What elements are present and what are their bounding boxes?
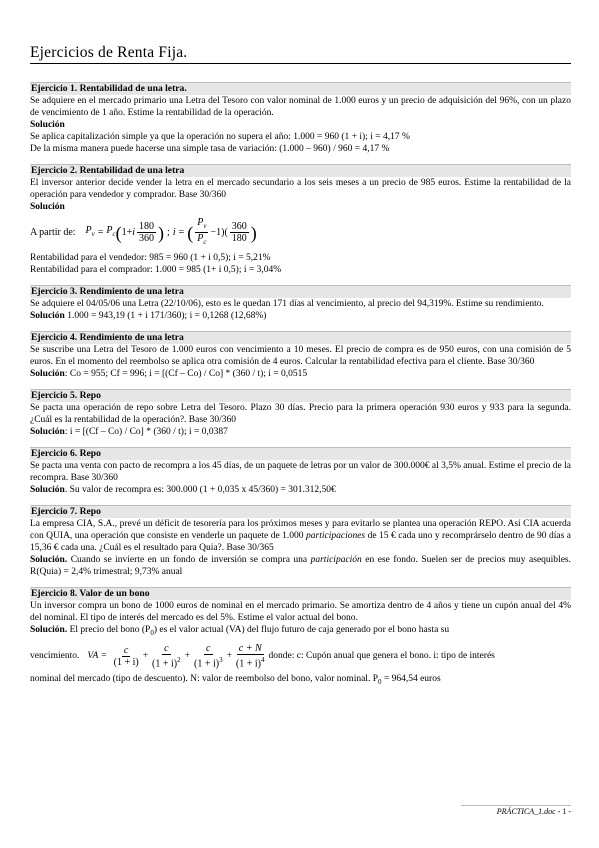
fraction: $\frac{c}{(1 + i)^2}$ xyxy=(152,642,181,670)
solution-label: Solución xyxy=(30,202,65,212)
fraction: $\frac{P_v}{P_c}$ xyxy=(197,217,207,246)
fraction: $\frac{360}{180}$ xyxy=(231,221,247,244)
exercise-8 xyxy=(30,587,571,688)
exercise-6 xyxy=(30,447,571,496)
exercise-2 xyxy=(30,164,571,276)
fraction: $\frac{c + N}{(1 + i)^4}$ xyxy=(235,642,265,670)
exercise-3 xyxy=(30,285,571,322)
bond-value-formula: vencimiento. VA = $\frac{c}{(1 + i)}$ + $\frac{c}{(1 + i)^2}$ + $\frac{c}{(1 + i)^3}$ + $\frac{c + N}{(1 + i)^4}$ donde: c: Cupón anual que genera el bono. i: tipo de interés xyxy=(30,642,495,670)
exercise-statement: El inversor anterior decide vender la letra en el mercado secundario a los seis meses a un precio de 985 euros. Estime la rentabilidad de la operación para vendedor y comprador. Base 30/360 xyxy=(30,178,571,200)
solution-line: nominal del mercado (tipo de descuento). N: valor de reembolso del bono, valor nominal. $P_0 = 964,54$ euros xyxy=(30,674,441,687)
fraction: $\frac{180}{360}$ xyxy=(139,221,155,244)
exercise-heading: Ejercicio 7. Repo xyxy=(30,505,571,518)
exercise-heading: Ejercicio 1. Rentabilidad de una letra. xyxy=(30,82,571,95)
exercise-heading: Ejercicio 6. Repo xyxy=(30,447,571,460)
exercise-5 xyxy=(30,389,571,438)
fraction: $\frac{c}{(1 + i)^3}$ xyxy=(193,642,223,670)
solution-line: Solución: Co = 955; Cf = 996; i = [(Cf – Co) / Co] * (360 / t); i = 0,0515 xyxy=(30,369,308,379)
solution-line: Solución 1.000 = 943,19 (1 + i 171/360); i = 0,1268 (12,68%) xyxy=(30,311,267,321)
solution-line: De la misma manera puede hacerse una simple tasa de variación: (1.000 – 960) / 960 = 4,17 % xyxy=(30,144,390,154)
exercise-heading: Ejercicio 3. Rendimiento de una letra xyxy=(30,285,571,298)
solution-line: Solución. El precio del bono $(P_0)$ es el valor actual (VA) del flujo futuro de caja generado por el bono hasta su xyxy=(30,625,450,637)
fraction: $\frac{c}{(1 + i)}$ xyxy=(113,644,139,668)
document-page xyxy=(30,44,571,697)
exercise-heading: Ejercicio 2. Rentabilidad de una letra xyxy=(30,164,571,177)
solution-line: Solución. Su valor de recompra es: 300.000 (1 + 0,035 x 45/360) = 301.312,50€ xyxy=(30,485,336,495)
document-filename: PRÁCTICA_1.doc xyxy=(496,807,556,816)
exercise-heading: Ejercicio 4. Rendimiento de una letra xyxy=(30,331,571,344)
formula-intro: A partir de: xyxy=(30,226,76,238)
exercise-4 xyxy=(30,331,571,380)
solution-line: Se aplica capitalización simple ya que la operación no supera el año: 1.000 = 960 (1 + i); i = 4,17 % xyxy=(30,132,410,142)
exercise-statement: Se suscribe una Letra del Tesoro de 1.000 euros con vencimiento a 10 meses. El precio de compra es de 950 euros, con una comisión de 5 euros. En el momento del reembolso se aplica otra comisión de 4 euros. Calcular la rentabilidad efectiva para el cliente. Base 30/360 xyxy=(30,345,571,367)
exercise-statement: La empresa CIA, S.A., prevé un déficit de tesorería para los próximos meses y para evitarlo se plantea una operación REPO. Así CIA acuerda con QUIA, una operación que consiste en venderle un paquete de 1.000 participaciones de 15 € cada uno y recomprárselo dentro de 90 días a 15,36 € cada una. ¿Cuál es el resultado para Quia?. Base 30/365 xyxy=(30,519,571,553)
exercise-statement: Se adquiere en el mercado primario una Letra del Tesoro con valor nominal de 1.000 euros y un precio de adquisición del 96%, con un plazo de vencimiento de 1 año. Estime la rentabilidad de la operación. xyxy=(30,96,571,118)
solution-line: Solución. Cuando se invierte en un fondo de inversión se compra una participación en ese fondo. Suelen ser de precios muy asequibles. R(Quia) = 2,4% trimestral; 9,73% anual xyxy=(30,555,571,577)
exercise-1 xyxy=(30,82,571,155)
page-number: - 1 - xyxy=(557,807,571,816)
solution-label: Solución xyxy=(30,120,65,130)
price-formula: A partir de: $P_v$ = $P_c$ ( 1 + i $\frac{180}{360}$ ) ; i = ( $\frac{P_v}{P_c}$ − 1 )( $\frac{360}{180}$ ) xyxy=(30,217,257,246)
exercise-statement: Se adquiere el 04/05/06 una Letra (22/10/06), esto es le quedan 171 días al vencimiento, al precio del 94,319%. Estime su rendimiento. xyxy=(30,299,544,309)
page-footer xyxy=(461,805,571,816)
solution-line: Rentabilidad para el comprador: 1.000 = 985 (1+ i 0,5); i = 3,04% xyxy=(30,265,282,275)
exercise-statement: Se pacta una operación de repo sobre Letra del Tesoro. Plazo 30 días. Precio para la primera operación 930 euros y 933 para la segunda. ¿Cuál es la rentabilidad de la operación?. Base 30/360 xyxy=(30,403,571,425)
solution-line: Solución: i = [(Cf – Co) / Co] * (360 / t); i = 0,0387 xyxy=(30,427,228,437)
exercise-heading: Ejercicio 8. Valor de un bono xyxy=(30,587,571,600)
exercise-statement: Un inversor compra un bono de 1000 euros de nominal en el mercado primario. Se amortiza dentro de 4 años y tiene un cupón anual del 4% del nominal. El tipo de interés del mercado es del 5%. Estime el valor actual del bono. xyxy=(30,601,571,623)
exercise-7 xyxy=(30,505,571,578)
document-title: Ejercicios de Renta Fija. xyxy=(30,44,571,64)
exercise-heading: Ejercicio 5. Repo xyxy=(30,389,571,402)
exercise-statement: Se pacta una venta con pacto de recompra a los 45 días, de un paquete de letras por un valor de 300.000€ al 3,5% anual. Estime el precio de la recompra. Base 30/360 xyxy=(30,461,571,483)
solution-line: Rentabilidad para el vendedor: 985 = 960 (1 + i 0,5); i = 5,21% xyxy=(30,253,271,263)
